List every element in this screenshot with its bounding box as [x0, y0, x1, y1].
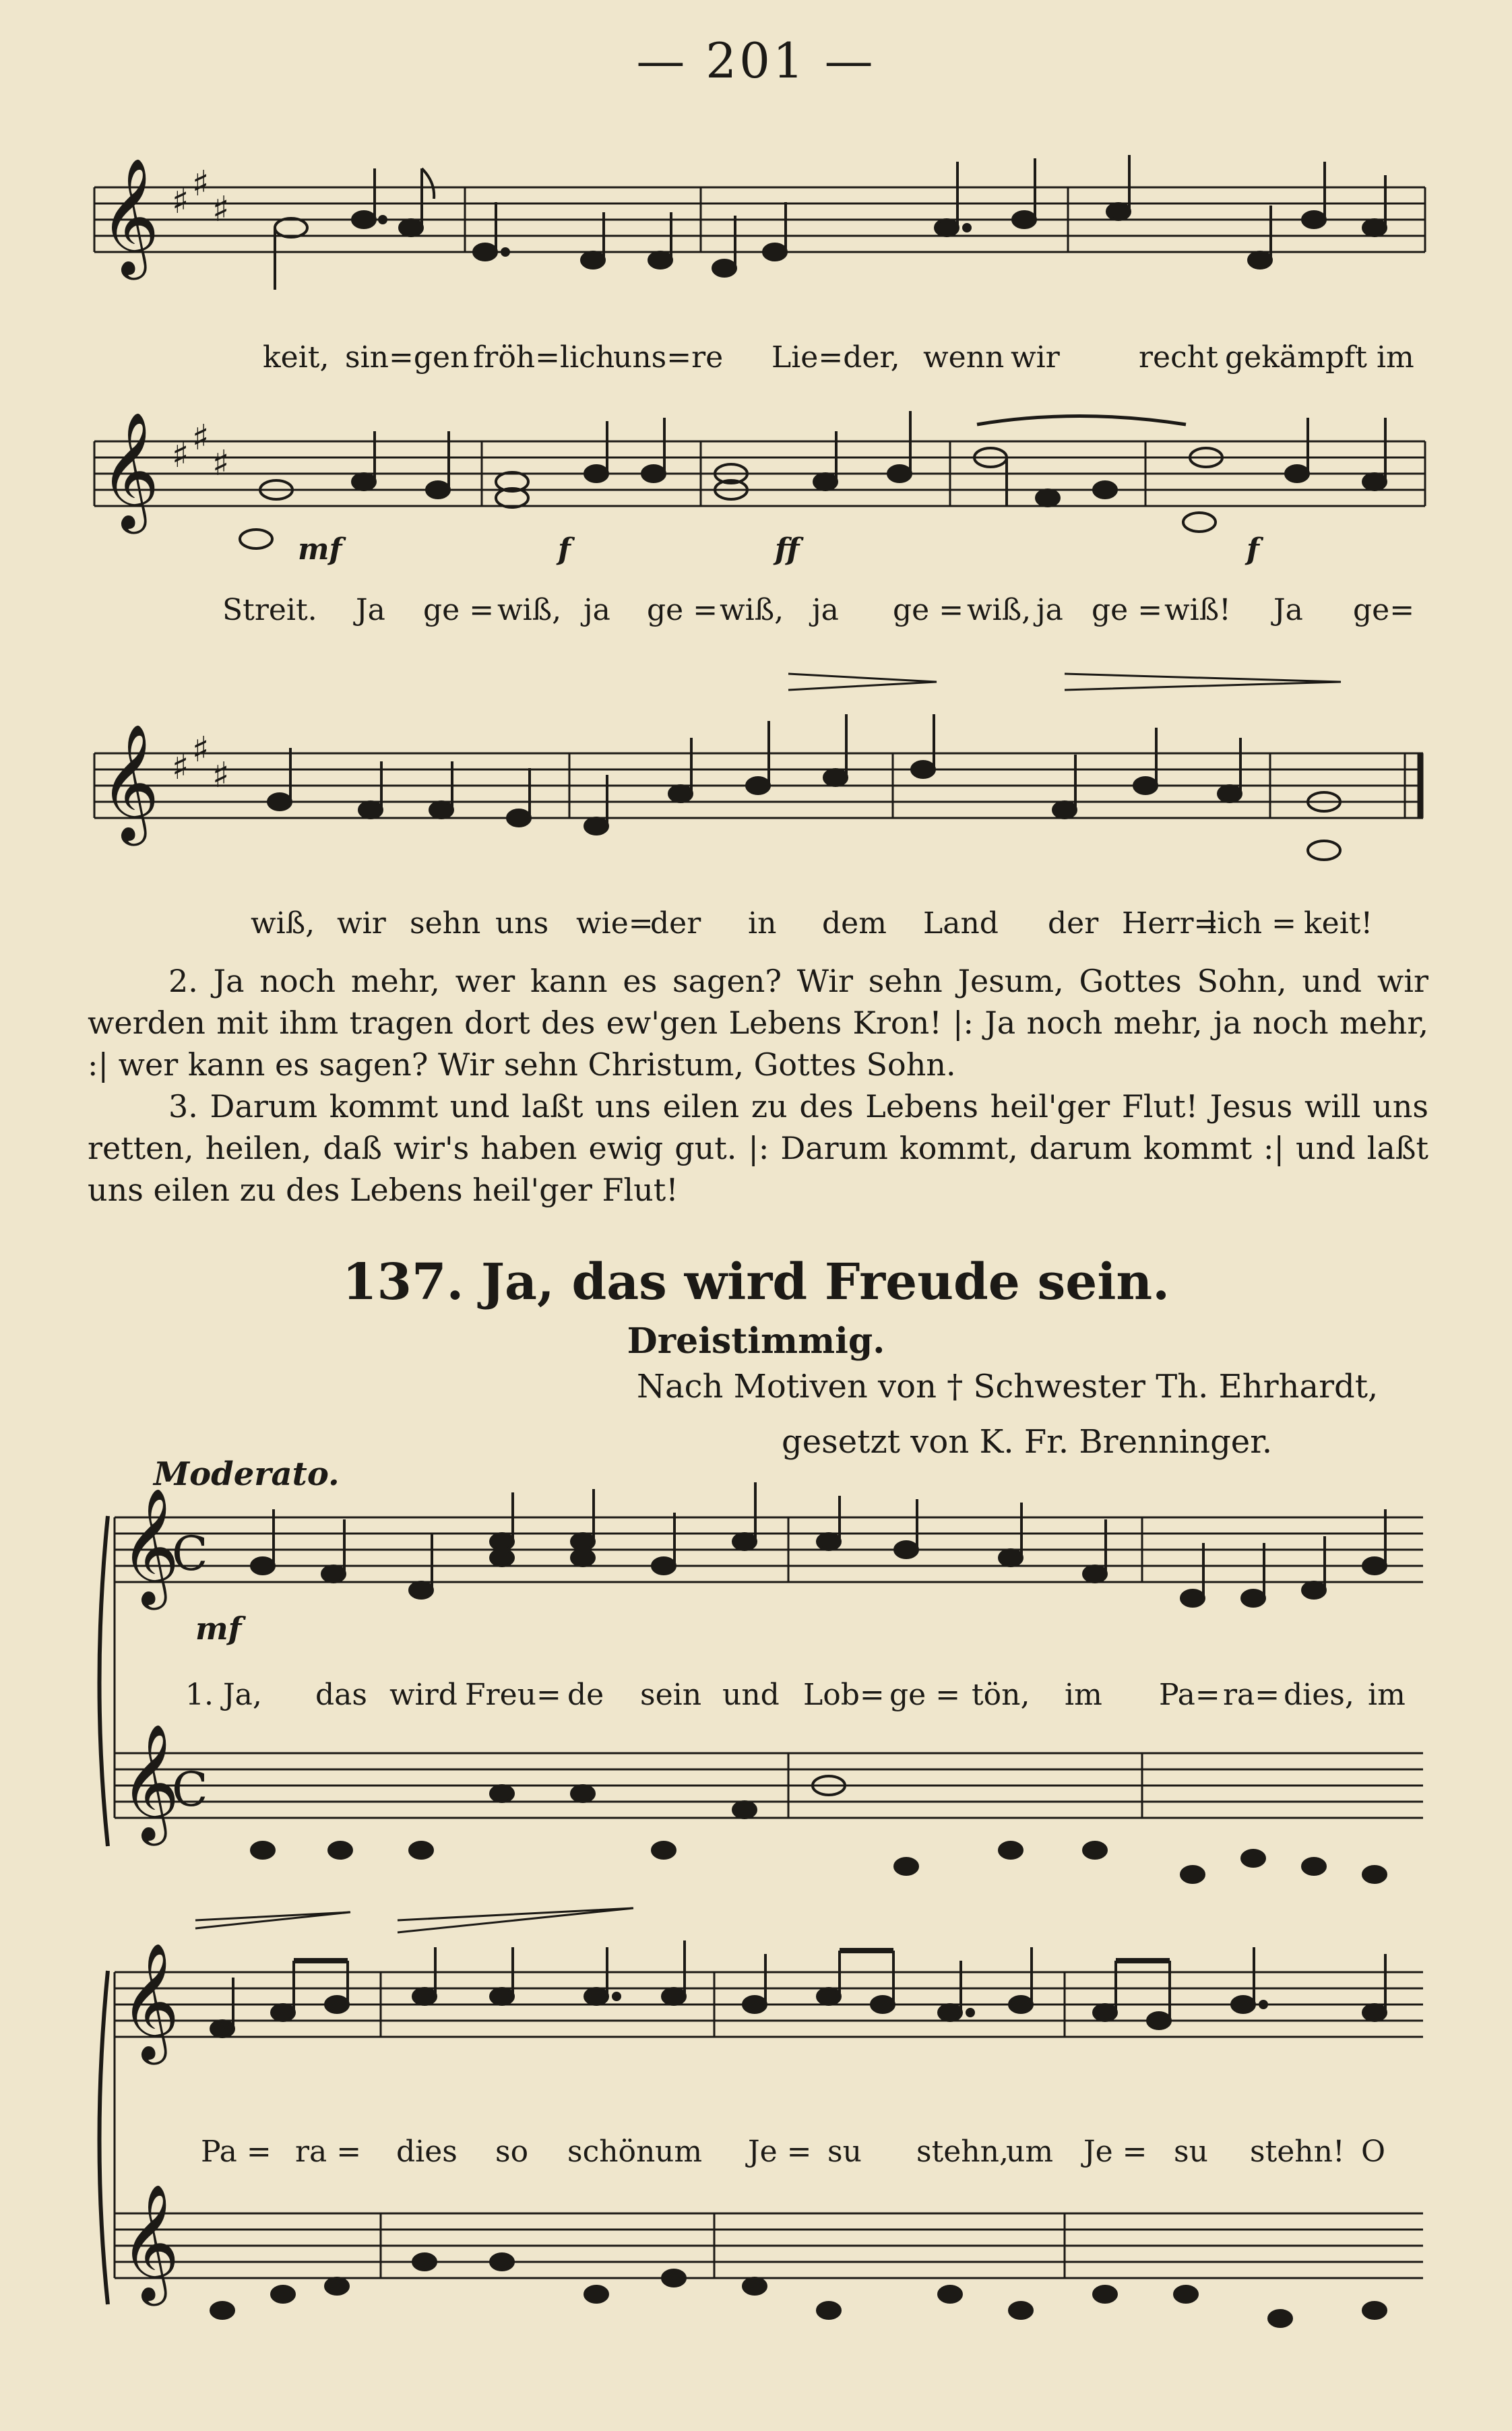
syllable: Lie=der, — [771, 340, 900, 375]
syllable: im — [1065, 1678, 1102, 1712]
svg-text:𝄞: 𝄞 — [100, 158, 160, 275]
syllable: de — [567, 1678, 604, 1712]
arranger-credit: gesetzt von K. Fr. Brenninger. — [782, 1423, 1273, 1461]
syllable: ja — [584, 593, 610, 627]
svg-text:𝄞: 𝄞 — [120, 2184, 180, 2301]
syllable: dies, — [1284, 1678, 1354, 1712]
syllable: stehn, — [916, 2135, 1009, 2169]
svg-text:♯: ♯ — [192, 164, 210, 204]
svg-text:♯: ♯ — [172, 435, 189, 476]
syllable: uns — [495, 906, 549, 941]
syllable: Je = — [748, 2135, 812, 2169]
syllable: uns=re — [613, 340, 724, 375]
syllable: ge = — [889, 1678, 961, 1712]
svg-text:♯: ♯ — [212, 755, 230, 796]
syllable: ja — [1036, 593, 1063, 627]
syllable: wie= — [576, 906, 654, 941]
syllable: O — [1361, 2135, 1386, 2169]
syllable: in — [748, 906, 777, 941]
dynamic-f: f — [558, 532, 571, 567]
syllable: ge = — [647, 593, 718, 627]
syllable: gekämpft im — [1225, 340, 1414, 375]
verse-2: 2. Ja noch mehr, wer kann es sagen? Wir sehn Jesum, Gottes Sohn, und wir werden mit ihm tragen dort des ew'gen Lebens Kron! |: Ja noch mehr, ja noch mehr, :| wer kann es sagen? Wir sehn Christum, Gottes Sohn. — [88, 963, 1428, 1083]
syllable: stehn! — [1250, 2135, 1345, 2169]
hymn-subtitle: Dreistimmig. — [627, 1321, 885, 1362]
syllable: sin=gen — [345, 340, 470, 375]
syllable: recht — [1139, 340, 1218, 375]
page-number: — 201 — — [636, 32, 876, 89]
syllable: um — [655, 2135, 703, 2169]
syllable: wenn — [923, 340, 1005, 375]
syllable: wiß, — [720, 593, 784, 627]
syllable: der — [1048, 906, 1099, 941]
dynamic-mf: mf — [298, 532, 342, 567]
svg-text:♯: ♯ — [192, 730, 210, 770]
syllable: ja — [812, 593, 839, 627]
syllable: im — [1368, 1678, 1406, 1712]
hymn-title: 137. Ja, das wird Freude sein. — [342, 1253, 1170, 1311]
syllable: wiß, — [497, 593, 562, 627]
syllable: tön, — [972, 1678, 1030, 1712]
svg-text:C: C — [172, 1526, 208, 1581]
verse-3: 3. Darum kommt und laßt uns eilen zu des Lebens heil'ger Flut! Jesus will uns retten, heilen, daß wir's haben ewig gut. |: Darum kommt, darum kommt :| und laßt uns eilen zu des Lebens heil'ger Flut! — [88, 1088, 1428, 1208]
syllable: um — [1006, 2135, 1054, 2169]
syllable: Ja — [1273, 593, 1303, 627]
dynamic-f: f — [1247, 532, 1259, 567]
svg-text:♯: ♯ — [212, 189, 230, 230]
syllable: keit, — [263, 340, 329, 375]
dynamic-ff: ff — [775, 532, 800, 567]
composer-credit: Nach Motiven von † Schwester Th. Ehrhardt, — [637, 1368, 1379, 1406]
syllable: su — [1174, 2135, 1208, 2169]
svg-text:♯: ♯ — [192, 418, 210, 458]
syllable: schön — [567, 2135, 656, 2169]
syllable: Streit. — [222, 593, 317, 627]
syllable: Freu= — [465, 1678, 561, 1712]
svg-text:𝄞: 𝄞 — [100, 412, 160, 529]
syllable: und — [722, 1678, 780, 1712]
svg-text:C: C — [172, 1762, 208, 1817]
syllable: das — [315, 1678, 367, 1712]
syllable: dem — [822, 906, 887, 941]
syllable: wiß, — [251, 906, 315, 941]
syllable: wir — [1011, 340, 1060, 375]
syllable: ra = — [295, 2135, 362, 2169]
syllable: ge = — [1092, 593, 1163, 627]
syllable: lich = — [1207, 906, 1296, 941]
syllable: su — [827, 2135, 862, 2169]
syllable: sein — [640, 1678, 702, 1712]
svg-text:𝄞: 𝄞 — [100, 724, 160, 841]
syllable: ge = — [893, 593, 964, 627]
syllable: Pa= — [1159, 1678, 1220, 1712]
syllable: der — [650, 906, 701, 941]
svg-text:𝄞: 𝄞 — [120, 1724, 180, 1841]
svg-text:♯: ♯ — [172, 181, 189, 222]
syllable: Ja — [356, 593, 385, 627]
syllable: ge= — [1353, 593, 1415, 627]
syllable: Land — [923, 906, 999, 941]
lyrics-system-5 — [0, 2135, 1512, 2175]
syllable: Herr= — [1122, 906, 1219, 941]
svg-text:♯: ♯ — [212, 443, 230, 484]
syllable: dies — [396, 2135, 458, 2169]
svg-text:𝄞: 𝄞 — [120, 1943, 180, 2060]
syllable: 1. Ja, — [185, 1678, 262, 1712]
syllable: ge = — [423, 593, 495, 627]
syllable: sehn — [410, 906, 481, 941]
syllable: wir — [337, 906, 386, 941]
tempo-marking: Moderato. — [154, 1455, 340, 1493]
dynamic-mf: mf — [195, 1610, 242, 1647]
syllable: wiß! — [1164, 593, 1231, 627]
syllable: so — [495, 2135, 529, 2169]
svg-text:𝄞: 𝄞 — [120, 1488, 180, 1605]
syllable: Je = — [1083, 2135, 1147, 2169]
syllable: keit! — [1304, 906, 1373, 941]
syllable: wiß, — [967, 593, 1032, 627]
syllable: Pa = — [201, 2135, 272, 2169]
syllable: ra= — [1223, 1678, 1280, 1712]
syllable: wird — [389, 1678, 458, 1712]
syllable: fröh=lich — [473, 340, 615, 375]
syllable: Lob= — [803, 1678, 885, 1712]
svg-text:♯: ♯ — [172, 747, 189, 788]
